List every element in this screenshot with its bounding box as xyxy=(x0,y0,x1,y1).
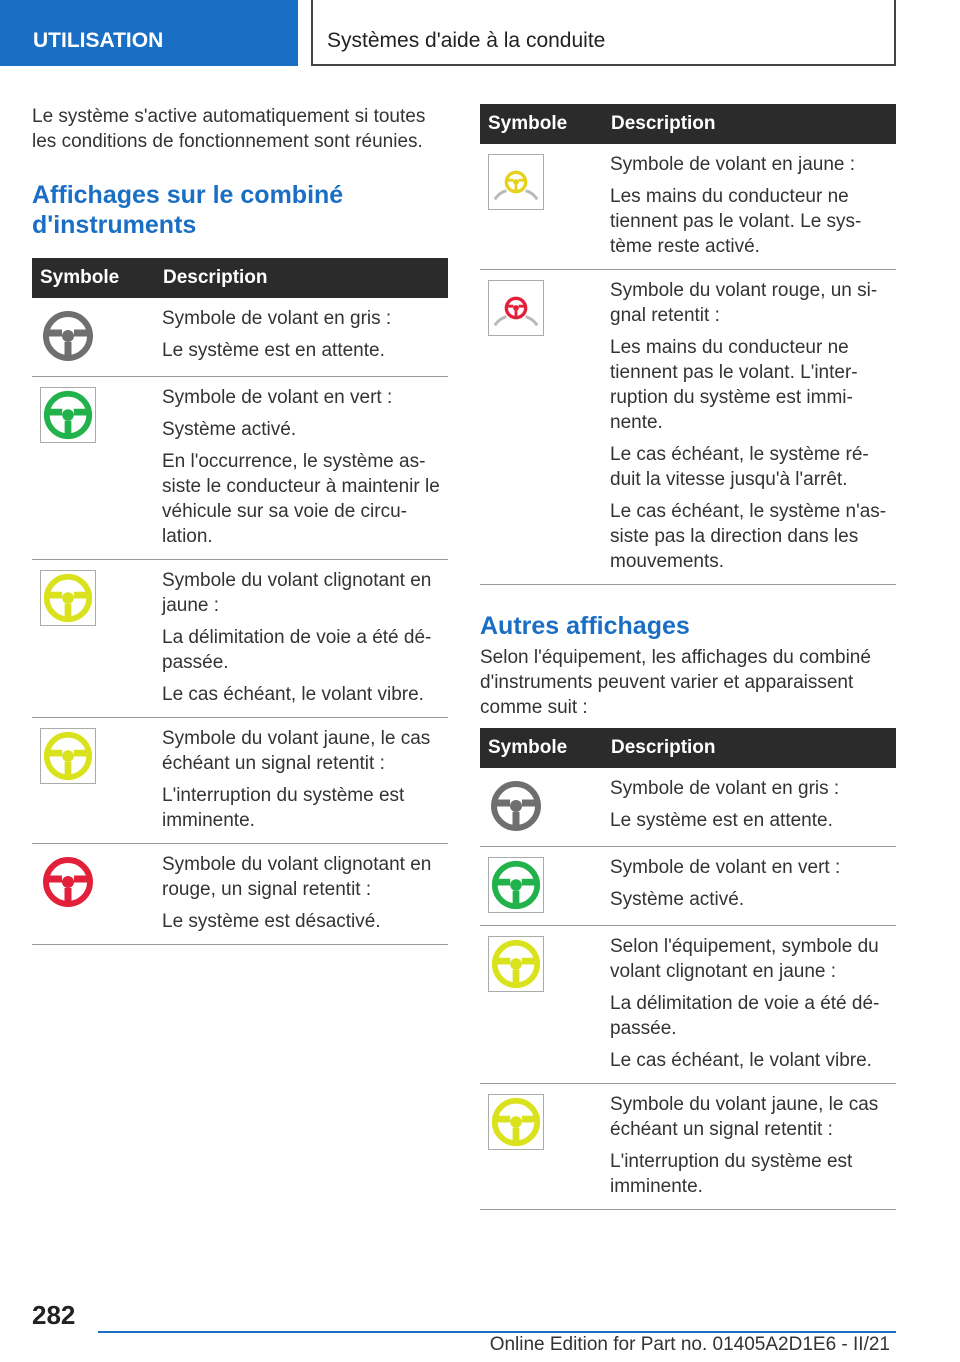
steering-wheel-yellow-icon xyxy=(488,1094,595,1150)
table-header-row xyxy=(480,728,896,768)
description-line: Symbole de volant en jaune : xyxy=(610,154,856,175)
description-line: Le système est en attente. xyxy=(610,810,833,831)
table-row xyxy=(32,560,448,718)
description-line: Les mains du conducteur ne tiennent pas le volant. Le système reste activé. xyxy=(610,186,862,257)
table-row xyxy=(480,270,896,585)
steering-wheel-yellow-blinking-icon xyxy=(40,570,147,626)
column-header-description: Description xyxy=(603,104,896,144)
table-row xyxy=(480,1084,896,1210)
footer-divider xyxy=(98,1331,896,1333)
description-line: Symbole du volant jaune, le cas échéant un signal retentit : xyxy=(610,1094,879,1140)
symbol-cell xyxy=(480,926,603,1084)
section-tab: UTILISATION xyxy=(0,0,298,66)
chapter-title: Systèmes d'aide à la conduite xyxy=(311,0,896,66)
description-line: Selon l'équipement, symbole du volant clignotant en jaune : xyxy=(610,936,879,982)
steering-wheel-green-icon xyxy=(488,857,595,913)
symbol-cell xyxy=(480,1084,603,1210)
description-line: Les mains du conducteur ne tiennent pas le volant. L'interruption du système est imminente. xyxy=(610,337,858,433)
column-header-symbol: Symbole xyxy=(480,728,603,768)
description-line: Symbole du volant jaune, le cas échéant un signal retentit : xyxy=(162,728,431,774)
description-line: Symbole de volant en gris : xyxy=(162,308,392,329)
column-header-symbol: Symbole xyxy=(480,104,603,144)
hands-off-yellow-icon xyxy=(488,154,595,210)
steering-wheel-red-blinking-icon xyxy=(40,854,147,910)
steering-wheel-grey-icon xyxy=(40,308,147,364)
description-cell xyxy=(155,718,448,844)
section-heading: Autres affichages xyxy=(480,612,690,640)
table-row xyxy=(32,377,448,560)
symbol-cell xyxy=(480,768,603,847)
description-cell xyxy=(603,144,896,270)
symbol-cell xyxy=(32,377,155,560)
description-cell xyxy=(155,377,448,560)
description-line: Le cas échéant, le volant vibre. xyxy=(610,1050,872,1071)
description-cell xyxy=(155,298,448,377)
steering-wheel-grey-icon xyxy=(488,778,595,834)
table-row xyxy=(480,768,896,847)
column-header-symbol: Symbole xyxy=(32,258,155,298)
steering-wheel-yellow-icon xyxy=(40,728,147,784)
description-line: En l'occurrence, le système assiste le conducteur à maintenir le véhicule sur sa voie de circulation. xyxy=(162,451,440,547)
intro-paragraph: Le système s'active automatiquement si toutes les conditions de fonctionnement sont réunies. xyxy=(32,106,426,152)
description-line: L'interruption du système est imminente. xyxy=(162,785,405,831)
steering-wheel-green-icon xyxy=(40,387,147,443)
description-cell xyxy=(603,926,896,1084)
description-line: Le cas échéant, le système n'assiste pas la direction dans les mouvements. xyxy=(610,501,887,572)
description-cell xyxy=(603,847,896,926)
page-header xyxy=(0,0,960,66)
table-row xyxy=(32,718,448,844)
description-cell xyxy=(155,844,448,945)
description-line: Symbole de volant en vert : xyxy=(162,387,393,408)
description-line: Le système est en attente. xyxy=(162,340,385,361)
symbol-cell xyxy=(32,718,155,844)
symbol-cell xyxy=(32,844,155,945)
description-cell xyxy=(603,1084,896,1210)
description-line: Système activé. xyxy=(610,889,745,910)
section-heading: Affichages sur le combiné d'instruments xyxy=(32,181,344,239)
description-line: Symbole de volant en gris : xyxy=(610,778,840,799)
description-cell xyxy=(155,560,448,718)
symbols-table-primary xyxy=(32,258,448,945)
table-row xyxy=(480,144,896,270)
symbols-table-hands xyxy=(480,104,896,585)
right-column xyxy=(480,104,896,1210)
description-line: Symbole de volant en vert : xyxy=(610,857,841,878)
symbol-cell xyxy=(32,560,155,718)
description-line: Le système est désactivé. xyxy=(162,911,381,932)
footer-edition: Online Edition for Part no. 01405A2D1E6 - II/21 xyxy=(489,1334,890,1355)
description-line: La délimitation de voie a été dépassée. xyxy=(610,993,880,1039)
column-header-description: Description xyxy=(603,728,896,768)
table-row xyxy=(480,926,896,1084)
hands-off-red-icon xyxy=(488,280,595,336)
table-row xyxy=(32,844,448,945)
description-line: Le cas échéant, le volant vibre. xyxy=(162,684,424,705)
description-line: Le cas échéant, le système réduit la vitesse jusqu'à l'arrêt. xyxy=(610,444,869,490)
description-line: Système activé. xyxy=(162,419,297,440)
symbol-cell xyxy=(480,270,603,585)
left-column xyxy=(32,104,448,945)
table-row xyxy=(32,298,448,377)
description-line: Symbole du volant clignotant en jaune : xyxy=(162,570,432,616)
description-cell xyxy=(603,768,896,847)
symbol-cell xyxy=(480,144,603,270)
description-line: Symbole du volant rouge, un signal retentit : xyxy=(610,280,878,326)
description-line: Symbole du volant clignotant en rouge, un signal retentit : xyxy=(162,854,432,900)
symbol-cell xyxy=(32,298,155,377)
description-line: La délimitation de voie a été dépassée. xyxy=(162,627,432,673)
table-header-row xyxy=(32,258,448,298)
section-paragraph: Selon l'équipement, les affichages du combiné d'instruments peuvent varier et apparaissent comme suit : xyxy=(480,647,871,718)
symbols-table-other xyxy=(480,728,896,1210)
description-line: L'interruption du système est imminente. xyxy=(610,1151,853,1197)
table-header-row xyxy=(480,104,896,144)
description-cell xyxy=(603,270,896,585)
steering-wheel-yellow-blinking-icon xyxy=(488,936,595,992)
column-header-description: Description xyxy=(155,258,448,298)
page-number: 282 xyxy=(32,1300,76,1330)
symbol-cell xyxy=(480,847,603,926)
table-row xyxy=(480,847,896,926)
